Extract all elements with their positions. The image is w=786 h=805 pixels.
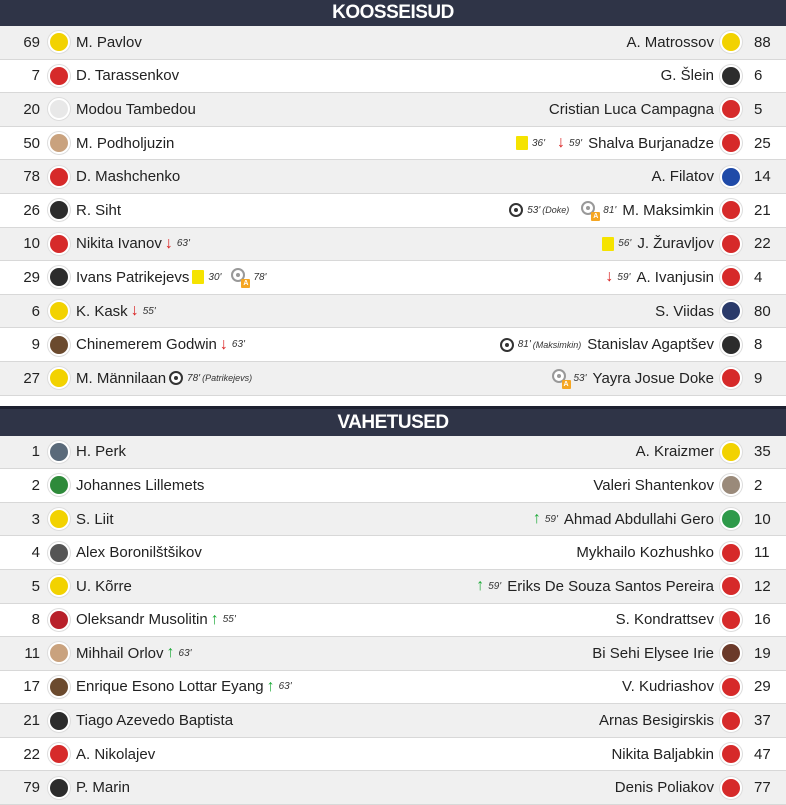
player-events [464, 578, 501, 594]
shirt-number: 29 [0, 269, 40, 286]
player-name[interactable]: Stanislav Agaptšev [587, 336, 714, 353]
player-avatar-icon [720, 334, 742, 356]
subs-rows [0, 436, 786, 805]
home-player[interactable] [0, 570, 135, 603]
sub-on-arrow-icon: ↑ [533, 511, 541, 527]
player-name[interactable]: Alex Boronilštšikov [76, 544, 202, 561]
shirt-number: 47 [746, 746, 786, 763]
away-player[interactable] [645, 160, 786, 193]
yellow-card-icon [516, 136, 528, 150]
lineups-rows [0, 26, 786, 396]
shirt-number: 20 [0, 101, 40, 118]
home-player[interactable] [0, 261, 276, 294]
sub-on-arrow-icon: ↑ [267, 679, 275, 695]
shirt-number: 50 [0, 135, 40, 152]
event-yellow [602, 237, 631, 251]
table-row [0, 637, 786, 671]
player-avatar-icon [720, 266, 742, 288]
sub-off-arrow-icon: ↓ [557, 135, 565, 151]
player-avatar-icon [720, 676, 742, 698]
assist-badge-icon: A [562, 380, 571, 389]
player-events [167, 645, 202, 661]
table-row [0, 127, 786, 161]
assist-icon [581, 201, 599, 219]
event-sub-on [533, 511, 558, 527]
table-row [0, 570, 786, 604]
assist-badge-icon: A [591, 212, 600, 221]
subs-title: VAHETUSED [0, 406, 786, 436]
player-name[interactable]: K. Kask [76, 303, 128, 320]
shirt-number: 21 [0, 712, 40, 729]
home-player[interactable] [0, 328, 255, 361]
away-player[interactable] [620, 26, 786, 59]
event-minute: 81' [603, 205, 616, 216]
player-name[interactable]: V. Kudriashov [622, 678, 714, 695]
shirt-number: 29 [746, 678, 786, 695]
shirt-number: 22 [0, 746, 40, 763]
event-minute: 78' [253, 272, 266, 283]
player-avatar-icon [48, 367, 70, 389]
shirt-number: 6 [746, 67, 786, 84]
player-avatar-icon [48, 743, 70, 765]
away-player[interactable] [610, 604, 786, 637]
yellow-card-icon [192, 270, 204, 284]
event-sub-off [605, 269, 630, 285]
player-avatar-icon [48, 233, 70, 255]
table-row [0, 469, 786, 503]
shirt-number: 12 [746, 578, 786, 595]
event-minute: 63' [177, 238, 190, 249]
player-name[interactable]: U. Kõrre [76, 578, 132, 595]
player-avatar-icon [48, 266, 70, 288]
shirt-number: 8 [0, 611, 40, 628]
player-name[interactable]: Nikita Ivanov [76, 235, 162, 252]
event-minute: 30' [208, 272, 221, 283]
event-assist [231, 268, 266, 286]
player-name[interactable]: Modou Tambedou [76, 101, 196, 118]
player-events [504, 135, 582, 151]
goal-ball-icon [500, 338, 514, 352]
player-avatar-icon [720, 441, 742, 463]
player-name[interactable]: M. Podholjuzin [76, 135, 174, 152]
home-player[interactable] [0, 671, 302, 704]
player-avatar-icon [48, 300, 70, 322]
shirt-number: 9 [746, 370, 786, 387]
table-row [0, 771, 786, 805]
sub-on-arrow-icon: ↑ [476, 578, 484, 594]
event-note: (Maksimkin) [533, 340, 582, 350]
table-row [0, 93, 786, 127]
player-name[interactable]: J. Žuravljov [637, 235, 714, 252]
event-sub-off [131, 303, 156, 319]
player-events [169, 371, 262, 385]
shirt-number: 21 [746, 202, 786, 219]
event-minute: 56' [618, 238, 631, 249]
home-player[interactable] [0, 127, 177, 160]
player-avatar-icon [720, 777, 742, 799]
player-events [211, 612, 246, 628]
event-minute: 63' [179, 648, 192, 659]
assist-icon [231, 268, 249, 286]
player-events [220, 337, 255, 353]
shirt-number: 8 [746, 336, 786, 353]
event-minute: 59' [617, 272, 630, 283]
event-sub-on [167, 645, 192, 661]
player-avatar-icon [720, 132, 742, 154]
player-name[interactable]: R. Siht [76, 202, 121, 219]
shirt-number: 78 [0, 168, 40, 185]
player-avatar-icon [720, 542, 742, 564]
event-minute: 59' [569, 138, 582, 149]
away-player[interactable] [630, 436, 786, 469]
event-minute: 63' [279, 681, 292, 692]
player-avatar-icon [48, 166, 70, 188]
player-name[interactable]: A. Filatov [651, 168, 714, 185]
player-name[interactable]: Ahmad Abdullahi Gero [564, 511, 714, 528]
player-name[interactable]: Nikita Baljabkin [611, 746, 714, 763]
home-player[interactable] [0, 738, 158, 771]
event-goal [509, 203, 569, 217]
shirt-number: 4 [746, 269, 786, 286]
lineups-title: KOOSSEISUD [0, 0, 786, 26]
home-player[interactable] [0, 194, 124, 227]
event-minute: 53' [574, 373, 587, 384]
lineups-section [0, 0, 786, 396]
table-row [0, 738, 786, 772]
shirt-number: 2 [746, 477, 786, 494]
player-name[interactable]: A. Kraizmer [636, 443, 714, 460]
home-player[interactable] [0, 604, 246, 637]
away-player[interactable] [497, 194, 786, 227]
assist-icon [552, 369, 570, 387]
home-player[interactable] [0, 536, 205, 569]
event-sub-off [220, 337, 245, 353]
shirt-number: 16 [746, 611, 786, 628]
home-player[interactable] [0, 60, 182, 93]
shirt-number: 25 [746, 135, 786, 152]
player-avatar-icon [48, 31, 70, 53]
event-minute: 55' [223, 614, 236, 625]
table-row [0, 536, 786, 570]
player-avatar-icon [720, 367, 742, 389]
player-avatar-icon [48, 609, 70, 631]
player-name[interactable]: G. Šlein [661, 67, 714, 84]
event-sub-off [557, 135, 582, 151]
yellow-card-icon [602, 237, 614, 251]
player-name[interactable]: S. Kondrattsev [616, 611, 714, 628]
away-player[interactable] [605, 738, 786, 771]
away-player[interactable] [488, 328, 786, 361]
player-name[interactable]: Valeri Shantenkov [593, 477, 714, 494]
table-row [0, 160, 786, 194]
home-player[interactable] [0, 295, 166, 328]
player-name[interactable]: Chinemerem Godwin [76, 336, 217, 353]
away-player[interactable] [593, 261, 786, 294]
event-sub-off [165, 236, 190, 252]
assist-badge-icon: A [241, 279, 250, 288]
player-name[interactable]: A. Ivanjusin [636, 269, 714, 286]
player-name[interactable]: H. Perk [76, 443, 126, 460]
player-avatar-icon [720, 199, 742, 221]
player-name[interactable]: S. Viidas [655, 303, 714, 320]
player-avatar-icon [48, 777, 70, 799]
table-row [0, 261, 786, 295]
player-avatar-icon [720, 710, 742, 732]
player-name[interactable]: Johannes Lillemets [76, 477, 204, 494]
shirt-number: 2 [0, 477, 40, 494]
shirt-number: 5 [746, 101, 786, 118]
shirt-number: 5 [0, 578, 40, 595]
player-name[interactable]: M. Pavlov [76, 34, 142, 51]
player-events [497, 201, 616, 219]
event-minute: 81' [518, 339, 531, 350]
event-note: (Doke) [542, 205, 569, 215]
player-avatar-icon [48, 710, 70, 732]
player-avatar-icon [48, 65, 70, 87]
home-player[interactable] [0, 26, 145, 59]
sub-off-arrow-icon: ↓ [605, 269, 613, 285]
player-events [165, 236, 200, 252]
event-minute: 59' [545, 514, 558, 525]
player-name[interactable]: Enrique Esono Lottar Eyang [76, 678, 264, 695]
table-row [0, 295, 786, 329]
player-events [131, 303, 166, 319]
player-avatar-icon [48, 508, 70, 530]
player-avatar-icon [48, 441, 70, 463]
shirt-number: 3 [0, 511, 40, 528]
shirt-number: 26 [0, 202, 40, 219]
home-player[interactable] [0, 637, 202, 670]
shirt-number: 22 [746, 235, 786, 252]
event-sub-on [267, 679, 292, 695]
player-events [488, 338, 582, 352]
home-player[interactable] [0, 160, 183, 193]
player-name[interactable]: Bi Sehi Elysee Irie [592, 645, 714, 662]
shirt-number: 37 [746, 712, 786, 729]
event-sub-on [211, 612, 236, 628]
away-player[interactable] [504, 127, 786, 160]
event-minute: 59' [488, 581, 501, 592]
sub-on-arrow-icon: ↑ [211, 612, 219, 628]
player-avatar-icon [720, 642, 742, 664]
table-row [0, 503, 786, 537]
player-name[interactable]: Mihhail Orlov [76, 645, 164, 662]
shirt-number: 79 [0, 779, 40, 796]
subs-section [0, 406, 786, 805]
player-avatar-icon [720, 743, 742, 765]
shirt-number: 69 [0, 34, 40, 51]
shirt-number: 27 [0, 370, 40, 387]
shirt-number: 80 [746, 303, 786, 320]
goal-ball-icon [169, 371, 183, 385]
away-player[interactable] [609, 771, 786, 804]
home-player[interactable] [0, 228, 200, 261]
away-player[interactable] [590, 228, 786, 261]
player-avatar-icon [48, 98, 70, 120]
away-player[interactable] [587, 469, 786, 502]
table-row [0, 671, 786, 705]
player-name[interactable]: A. Nikolajev [76, 746, 155, 763]
table-row [0, 604, 786, 638]
event-goal [169, 371, 252, 385]
table-row [0, 228, 786, 262]
event-minute: 78' [187, 373, 200, 384]
shirt-number: 10 [746, 511, 786, 528]
player-avatar-icon [48, 334, 70, 356]
away-player[interactable] [649, 295, 786, 328]
player-name[interactable]: Cristian Luca Campagna [549, 101, 714, 118]
player-avatar-icon [48, 642, 70, 664]
player-avatar-icon [48, 132, 70, 154]
shirt-number: 1 [0, 443, 40, 460]
player-name[interactable]: Mykhailo Kozhushko [576, 544, 714, 561]
away-player[interactable] [616, 671, 786, 704]
shirt-number: 11 [746, 544, 786, 561]
player-avatar-icon [720, 575, 742, 597]
table-row [0, 362, 786, 396]
home-player[interactable] [0, 771, 133, 804]
player-events [267, 679, 302, 695]
player-name[interactable]: S. Liit [76, 511, 114, 528]
player-avatar-icon [48, 676, 70, 698]
table-row [0, 704, 786, 738]
event-minute: 53' [527, 205, 540, 216]
player-name[interactable]: M. Maksimkin [622, 202, 714, 219]
sub-on-arrow-icon: ↑ [167, 645, 175, 661]
sub-off-arrow-icon: ↓ [165, 236, 173, 252]
player-avatar-icon [720, 31, 742, 53]
shirt-number: 7 [0, 67, 40, 84]
event-sub-on [476, 578, 501, 594]
player-avatar-icon [720, 474, 742, 496]
player-avatar-icon [720, 98, 742, 120]
away-player[interactable] [655, 60, 786, 93]
player-avatar-icon [48, 474, 70, 496]
event-assist [581, 201, 616, 219]
home-player[interactable] [0, 503, 117, 536]
player-avatar-icon [48, 575, 70, 597]
away-player[interactable] [521, 503, 786, 536]
table-row [0, 194, 786, 228]
home-player[interactable] [0, 93, 199, 126]
event-yellow [516, 136, 545, 150]
away-player[interactable] [586, 637, 786, 670]
player-name[interactable]: Eriks De Souza Santos Pereira [507, 578, 714, 595]
home-player[interactable] [0, 469, 207, 502]
player-name[interactable]: Oleksandr Musolitin [76, 611, 208, 628]
player-avatar-icon [720, 609, 742, 631]
table-row [0, 436, 786, 470]
player-name[interactable]: Shalva Burjanadze [588, 135, 714, 152]
player-name[interactable]: D. Mashchenko [76, 168, 180, 185]
home-player[interactable] [0, 436, 129, 469]
player-name[interactable]: A. Matrossov [626, 34, 714, 51]
event-assist [552, 369, 587, 387]
player-name[interactable]: P. Marin [76, 779, 130, 796]
event-goal [500, 338, 582, 352]
shirt-number: 14 [746, 168, 786, 185]
player-events [192, 268, 276, 286]
shirt-number: 4 [0, 544, 40, 561]
away-player[interactable] [543, 93, 786, 126]
event-yellow [192, 270, 221, 284]
player-avatar-icon [720, 508, 742, 530]
shirt-number: 9 [0, 336, 40, 353]
player-name[interactable]: Ivans Patrikejevs [76, 269, 189, 286]
shirt-number: 88 [746, 34, 786, 51]
away-player[interactable] [540, 362, 786, 395]
sub-off-arrow-icon: ↓ [220, 337, 228, 353]
player-avatar-icon [720, 300, 742, 322]
player-name[interactable]: Yayra Josue Doke [593, 370, 714, 387]
player-name[interactable]: Arnas Besigirskis [599, 712, 714, 729]
player-events [590, 237, 631, 251]
sub-off-arrow-icon: ↓ [131, 303, 139, 319]
player-events [540, 369, 587, 387]
player-avatar-icon [720, 233, 742, 255]
away-player[interactable] [593, 704, 786, 737]
shirt-number: 17 [0, 678, 40, 695]
shirt-number: 10 [0, 235, 40, 252]
player-events [521, 511, 558, 527]
player-avatar-icon [720, 65, 742, 87]
table-row [0, 60, 786, 94]
shirt-number: 11 [0, 645, 40, 662]
player-name[interactable]: D. Tarassenkov [76, 67, 179, 84]
table-row [0, 26, 786, 60]
player-name[interactable]: Tiago Azevedo Baptista [76, 712, 233, 729]
shirt-number: 19 [746, 645, 786, 662]
home-player[interactable] [0, 704, 236, 737]
home-player[interactable] [0, 362, 262, 395]
away-player[interactable] [570, 536, 786, 569]
event-note: (Patrikejevs) [202, 373, 252, 383]
table-row [0, 328, 786, 362]
away-player[interactable] [464, 570, 786, 603]
player-avatar-icon [720, 166, 742, 188]
event-minute: 36' [532, 138, 545, 149]
event-minute: 55' [143, 306, 156, 317]
player-events [593, 269, 630, 285]
shirt-number: 35 [746, 443, 786, 460]
player-avatar-icon [48, 199, 70, 221]
goal-ball-icon [509, 203, 523, 217]
player-name[interactable]: Denis Poliakov [615, 779, 714, 796]
shirt-number: 77 [746, 779, 786, 796]
player-avatar-icon [48, 542, 70, 564]
player-name[interactable]: M. Männilaan [76, 370, 166, 387]
shirt-number: 6 [0, 303, 40, 320]
event-minute: 63' [232, 339, 245, 350]
